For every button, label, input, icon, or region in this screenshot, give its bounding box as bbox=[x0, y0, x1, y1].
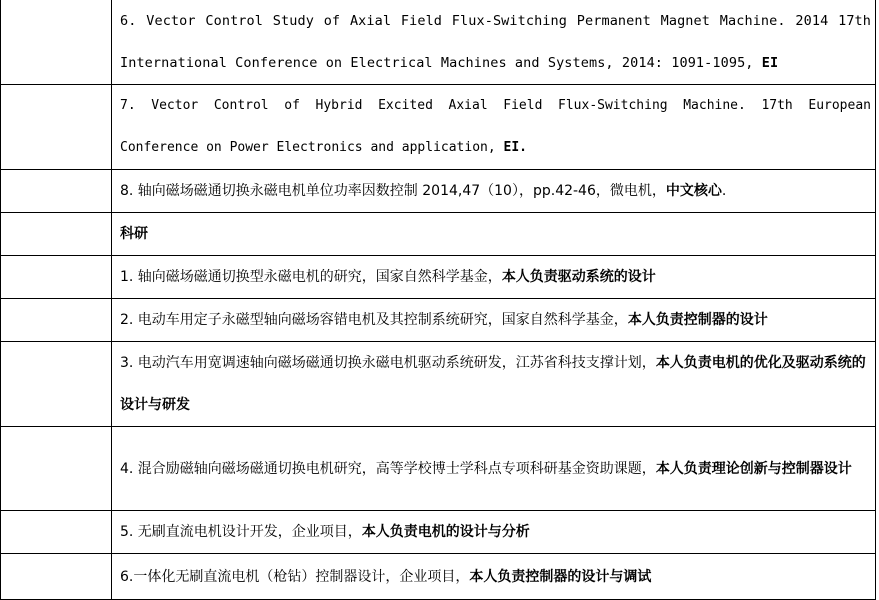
content-cell bbox=[112, 170, 876, 213]
project-role: 本人负责驱动系统的设计 bbox=[501, 269, 656, 285]
project-entry bbox=[120, 299, 871, 341]
label-cell bbox=[1, 170, 112, 213]
project-role: 本人负责电机的设计与分析 bbox=[361, 524, 530, 540]
index-tag: EI. bbox=[503, 140, 527, 155]
content-cell bbox=[112, 256, 876, 299]
publication-text: 8. 轴向磁场磁通切换永磁电机单位功率因数控制 2014,47（10），pp.42-46，微电机， bbox=[120, 183, 666, 199]
table-row bbox=[1, 554, 876, 600]
table-row bbox=[1, 299, 876, 342]
project-entry bbox=[120, 556, 871, 598]
project-entry bbox=[120, 511, 871, 553]
project-text: 6.一体化无刷直流电机（枪钻）控制器设计，企业项目， bbox=[120, 568, 470, 585]
project-entry bbox=[120, 448, 871, 490]
table-row bbox=[1, 342, 876, 427]
section-heading bbox=[120, 213, 871, 255]
project-role: 本人负责控制器的设计与调试 bbox=[469, 568, 652, 585]
content-cell bbox=[112, 427, 876, 511]
publication-entry bbox=[120, 170, 871, 212]
table-row bbox=[1, 85, 876, 170]
publication-entry bbox=[120, 0, 871, 84]
content-cell bbox=[112, 554, 876, 600]
publication-entry bbox=[120, 85, 871, 169]
publication-tail: . bbox=[721, 183, 727, 199]
label-cell bbox=[1, 0, 112, 85]
table-row bbox=[1, 511, 876, 554]
project-entry bbox=[120, 256, 871, 298]
content-cell bbox=[112, 299, 876, 342]
publication-text: 7. Vector Control of Hybrid Excited Axial Field Flux-Switching Machine. 17th European Conference on Power Electronics and application, bbox=[120, 98, 871, 155]
project-entry bbox=[120, 342, 871, 426]
section-heading-text: 科研 bbox=[120, 226, 148, 242]
index-tag: 中文核心 bbox=[665, 183, 722, 199]
content-cell bbox=[112, 0, 876, 85]
label-cell bbox=[1, 299, 112, 342]
content-cell bbox=[112, 85, 876, 170]
project-role: 本人负责电机的优化及驱动系统的设计与研发 bbox=[120, 355, 866, 413]
label-cell bbox=[1, 342, 112, 427]
project-role: 本人负责控制器的设计 bbox=[627, 312, 768, 328]
table-row bbox=[1, 0, 876, 85]
label-cell bbox=[1, 554, 112, 600]
content-cell bbox=[112, 213, 876, 256]
project-text: 4. 混合励磁轴向磁场磁通切换电机研究，高等学校博士学科点专项科研基金资助课题， bbox=[120, 460, 656, 477]
label-cell bbox=[1, 256, 112, 299]
project-text: 2. 电动车用定子永磁型轴向磁场容错电机及其控制系统研究，国家自然科学基金， bbox=[120, 312, 628, 328]
label-cell bbox=[1, 511, 112, 554]
table-row bbox=[1, 256, 876, 299]
project-role: 本人负责理论创新与控制器设计 bbox=[655, 460, 852, 477]
label-cell bbox=[1, 427, 112, 511]
content-cell bbox=[112, 342, 876, 427]
project-text: 5. 无刷直流电机设计开发，企业项目， bbox=[120, 524, 362, 540]
project-text: 3. 电动汽车用宽调速轴向磁场磁通切换永磁电机驱动系统研发，江苏省科技支撑计划， bbox=[120, 355, 656, 371]
publication-text: 6. Vector Control Study of Axial Field Flux-Switching Permanent Magnet Machine. 2014 17th International Conference on Electrical Machines and Systems, 2014: 1091-1095, bbox=[120, 12, 871, 71]
label-cell bbox=[1, 85, 112, 170]
content-cell bbox=[112, 511, 876, 554]
table-row bbox=[1, 427, 876, 511]
project-text: 1. 轴向磁场磁通切换型永磁电机的研究，国家自然科学基金， bbox=[120, 269, 502, 285]
table-row bbox=[1, 213, 876, 256]
table-row bbox=[1, 170, 876, 213]
index-tag: EI bbox=[761, 54, 779, 71]
label-cell bbox=[1, 213, 112, 256]
